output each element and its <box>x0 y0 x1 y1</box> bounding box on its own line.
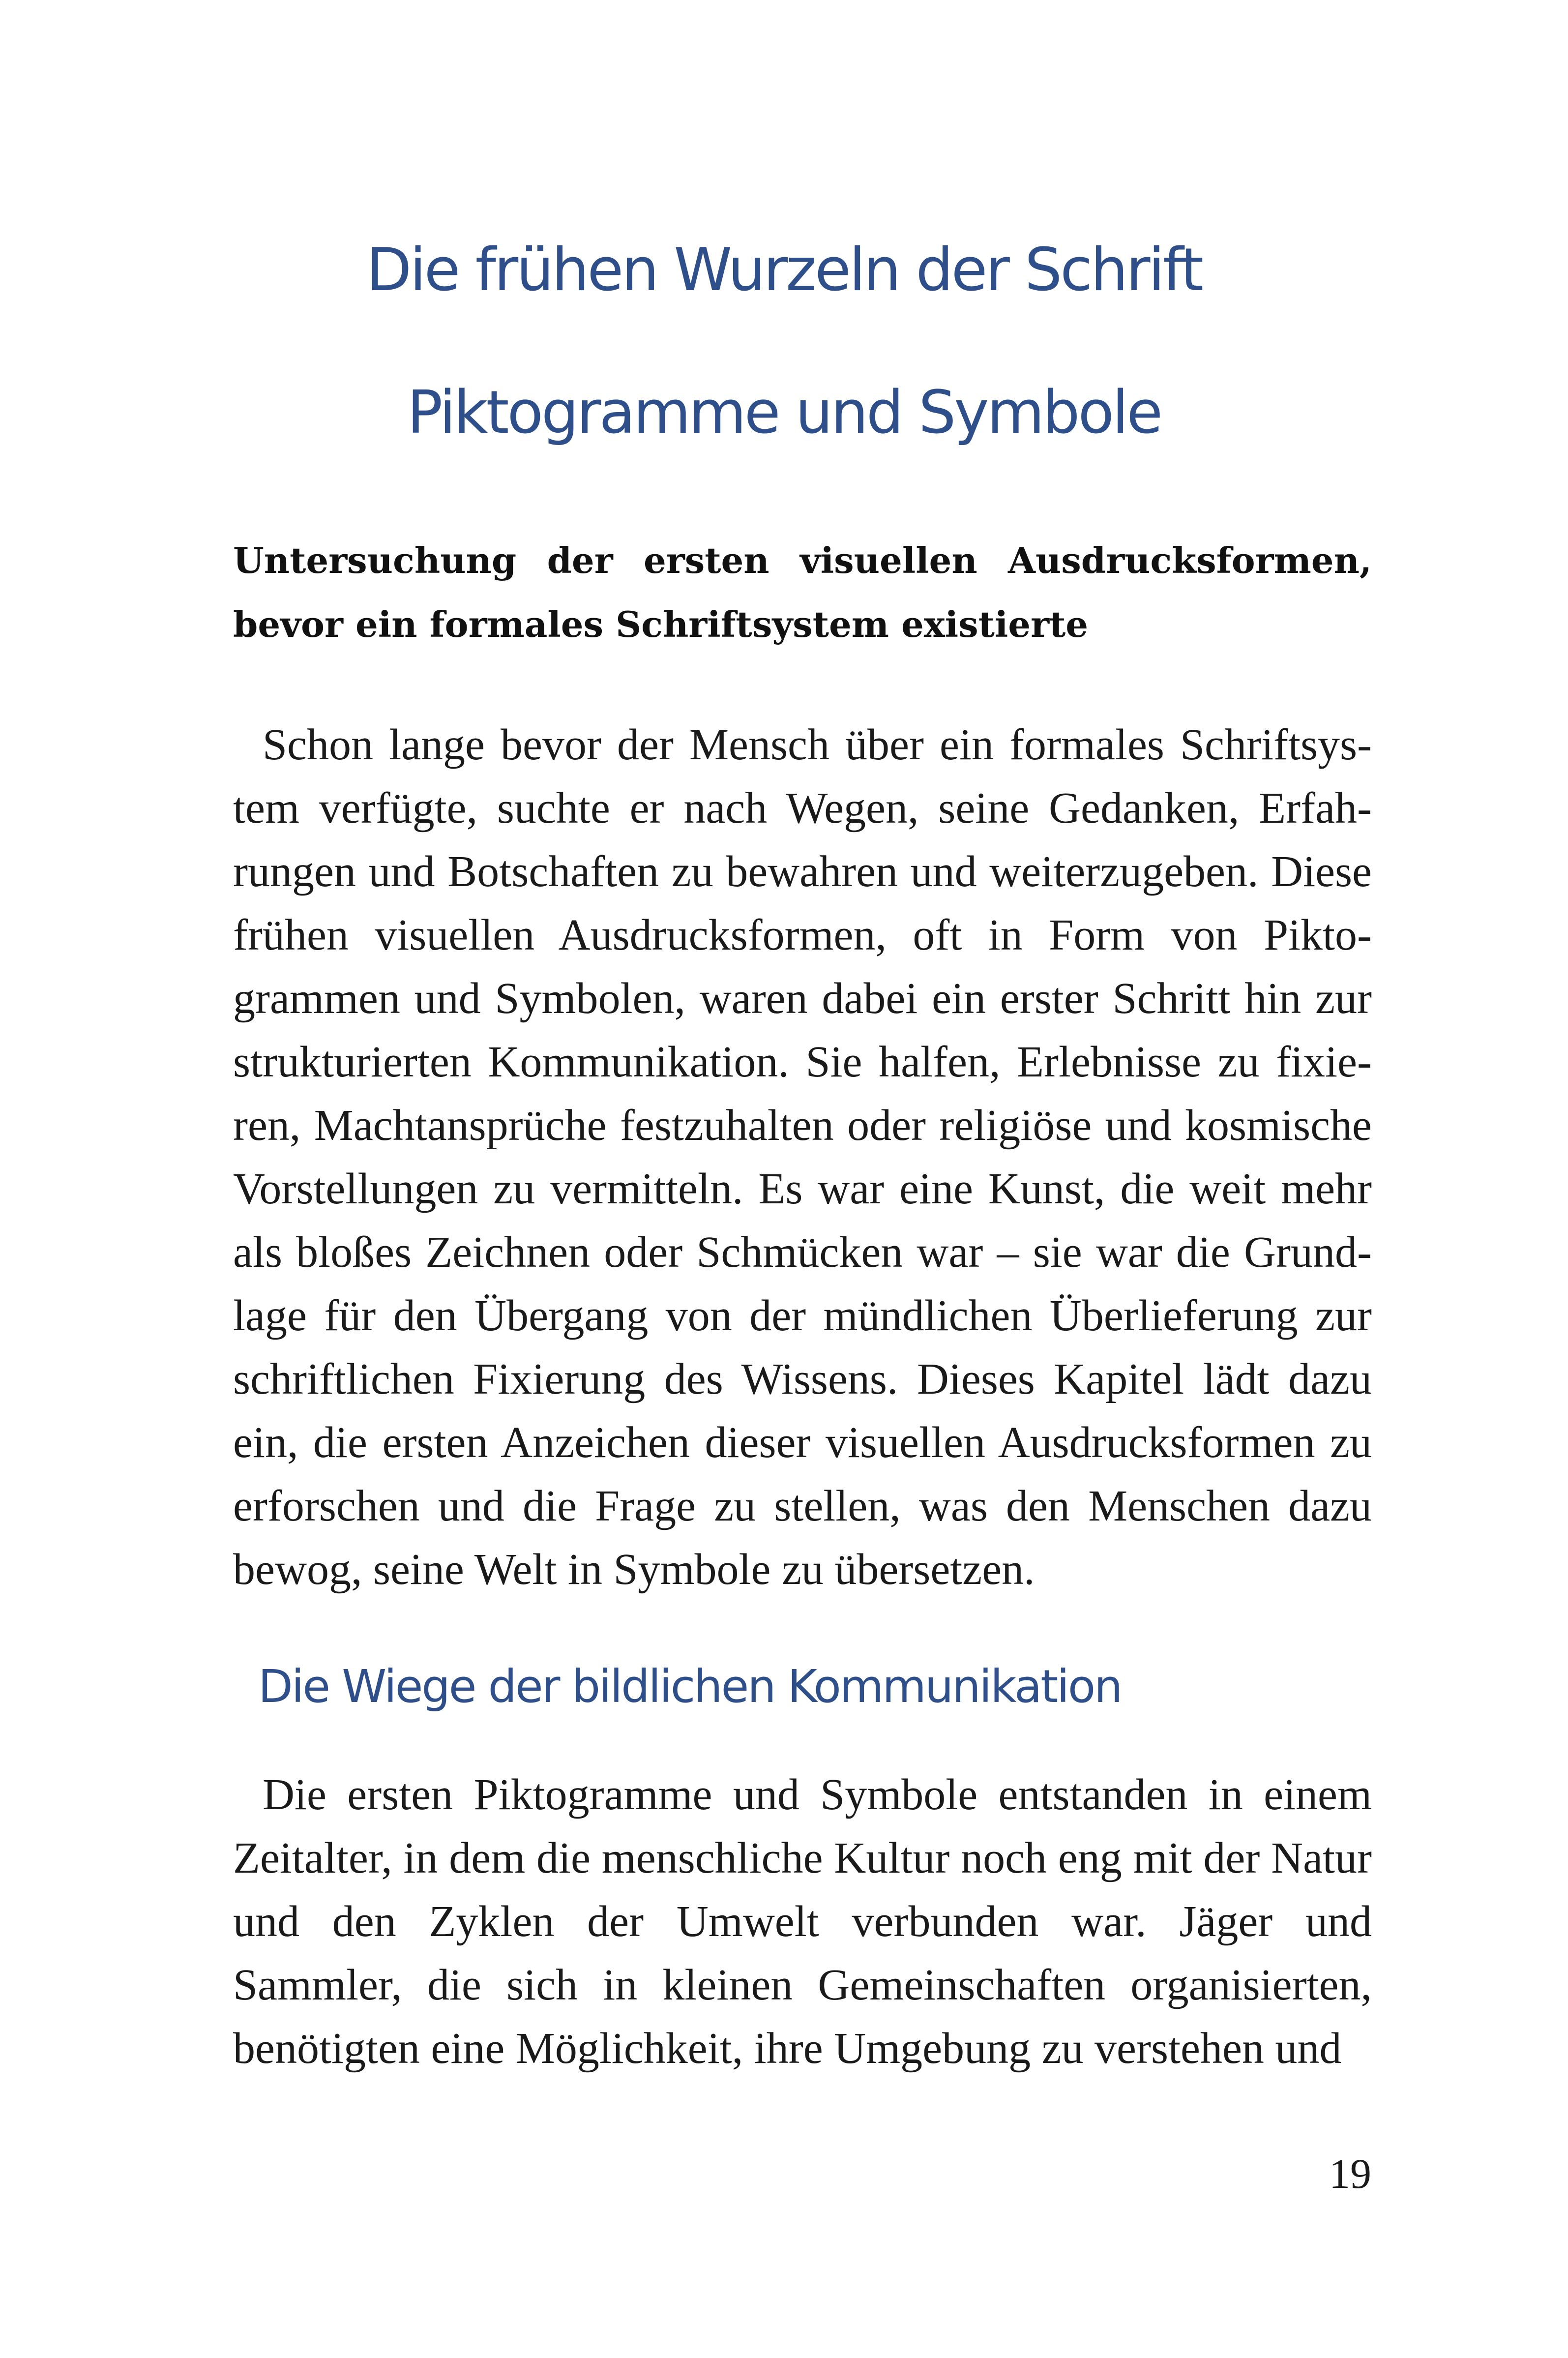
chapter-subtitle: Untersuchung der ersten visuellen Ausdrucksformen, bevor ein formales Schriftsystem existierte <box>233 539 1372 645</box>
section-heading: Die Wiege der bildlichen Kommunikation <box>258 1660 1122 1713</box>
page-number: 19 <box>1329 2150 1371 2197</box>
intro-paragraph: Schon lange bevor der Mensch über ein formales Schriftsystem verfügte, suchte er nach Wegen, seine Gedanken, Erfahrungen und Botschaften zu bewahren und weiterzugeben. Diese frühen visuellen Ausdrucksformen, oft in Form von Piktogrammen und Symbolen, waren dabei ein erster Schritt hin zur strukturierten Kommunikation. Sie halfen, Erlebnisse zu fixieren, Machtansprüche festzuhalten oder religiöse und kosmische Vorstellungen zu vermitteln. Es war eine Kunst, die weit mehr als bloßes Zeichnen oder Schmücken war – sie war die Grundlage für den Übergang von der mündlichen Überlieferung zur schriftlichen Fixierung des Wissens. Dieses Kapitel lädt dazu ein, die ersten Anzeichen dieser visuellen Ausdrucksformen zu erforschen und die Frage zu stellen, was den Menschen dazu bewog, seine Welt in Symbole zu übersetzen. <box>233 720 1372 1594</box>
section-paragraph: Die ersten Piktogramme und Symbole entstanden in einem Zeitalter, in dem die menschliche Kultur noch eng mit der Natur und den Zyklen der Umwelt verbunden war. Jäger und Sammler, die sich in kleinen Gemeinschaften organisierten, benötigten eine Möglichkeit, ihre Umgebung zu verstehen und <box>233 1770 1372 2073</box>
chapter-title-line-1: Die frühen Wurzeln der Schrift <box>366 236 1202 304</box>
chapter-title-line-2: Piktogramme und Symbole <box>407 379 1161 447</box>
